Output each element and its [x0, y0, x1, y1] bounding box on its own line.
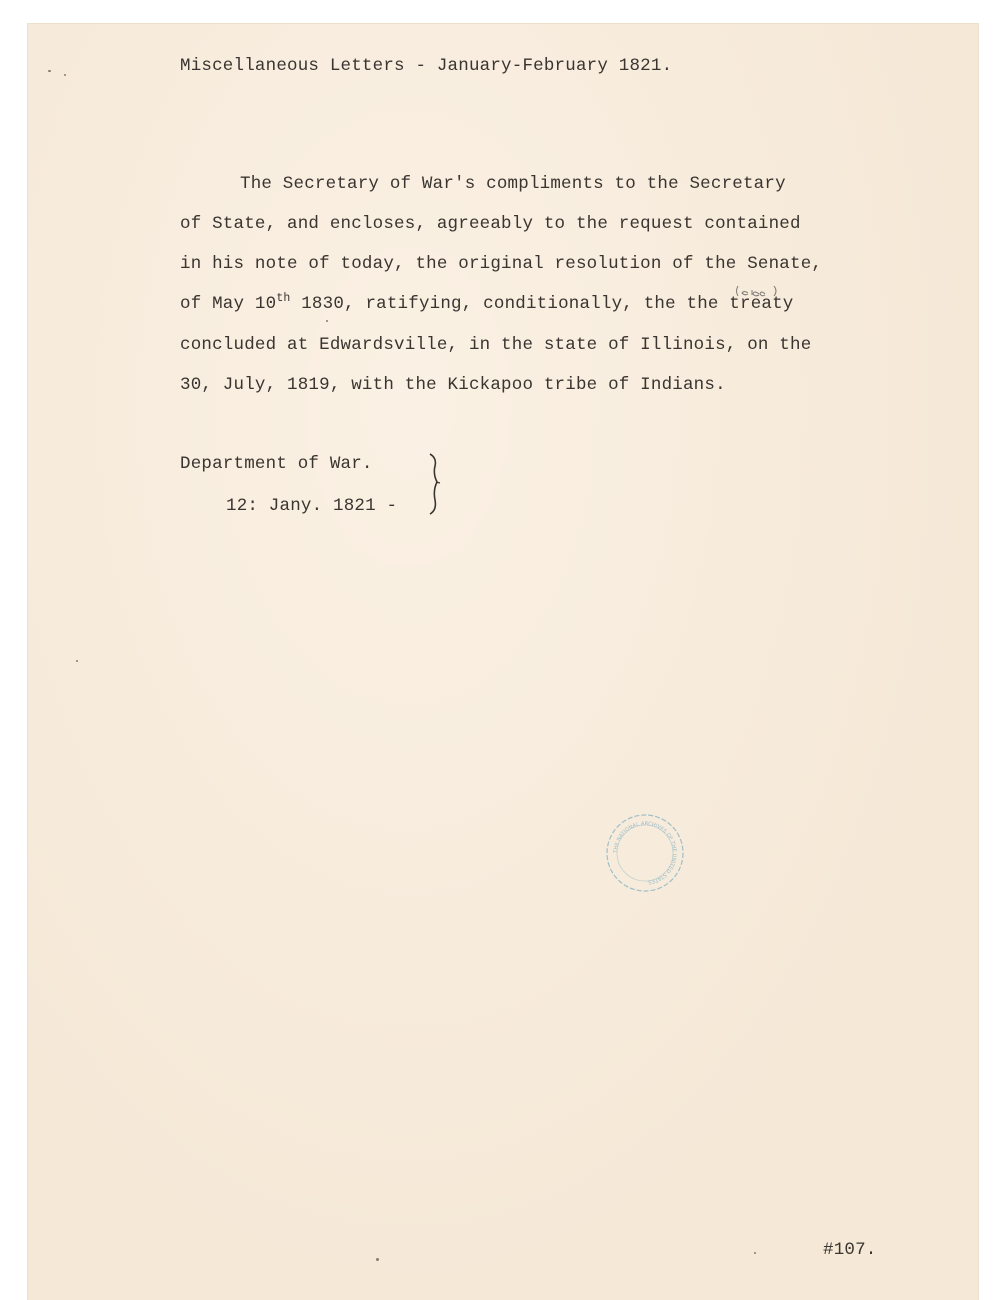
- document-sheet: [28, 24, 978, 1300]
- body-line-5: concluded at Edwardsville, in the state of Illinois, on the: [180, 335, 812, 355]
- svg-text:THE NATIONAL ARCHIVES OF THE U: [613, 821, 677, 885]
- ordinal-superscript: th: [276, 292, 291, 305]
- document-header: Miscellaneous Letters - January-February 1821.: [180, 56, 673, 76]
- body-line-2: of State, and encloses, agreeably to the request contained: [180, 214, 801, 234]
- seal-text: THE NATIONAL ARCHIVES OF THE UNITED STATES: [612, 820, 678, 885]
- archives-seal-stamp: [600, 812, 690, 894]
- body-line-6: 30, July, 1819, with the Kickapoo tribe of Indians.: [180, 375, 726, 395]
- page-number: #107.: [823, 1240, 877, 1260]
- handwritten-sic-annotation: [734, 284, 796, 298]
- paper-speck: [48, 70, 51, 72]
- paper-speck: [64, 74, 66, 76]
- paper-speck: [376, 1258, 379, 1261]
- body-line-4: [180, 294, 794, 314]
- body-line-4-end: 1830, ratifying, conditionally, the the treaty: [290, 294, 794, 314]
- paper-speck: [326, 320, 328, 322]
- body-line-3: in his note of today, the original resolution of the Senate,: [180, 254, 823, 274]
- right-brace-mark: [424, 452, 446, 516]
- signature-department: Department of War.: [180, 454, 373, 474]
- paper-speck: [76, 660, 78, 662]
- body-line-1: The Secretary of War's compliments to the Secretary: [240, 174, 786, 194]
- signature-date: 12: Jany. 1821 -: [226, 496, 398, 516]
- body-line-4-start: of May 10: [180, 294, 277, 314]
- paper-speck: [754, 1252, 756, 1254]
